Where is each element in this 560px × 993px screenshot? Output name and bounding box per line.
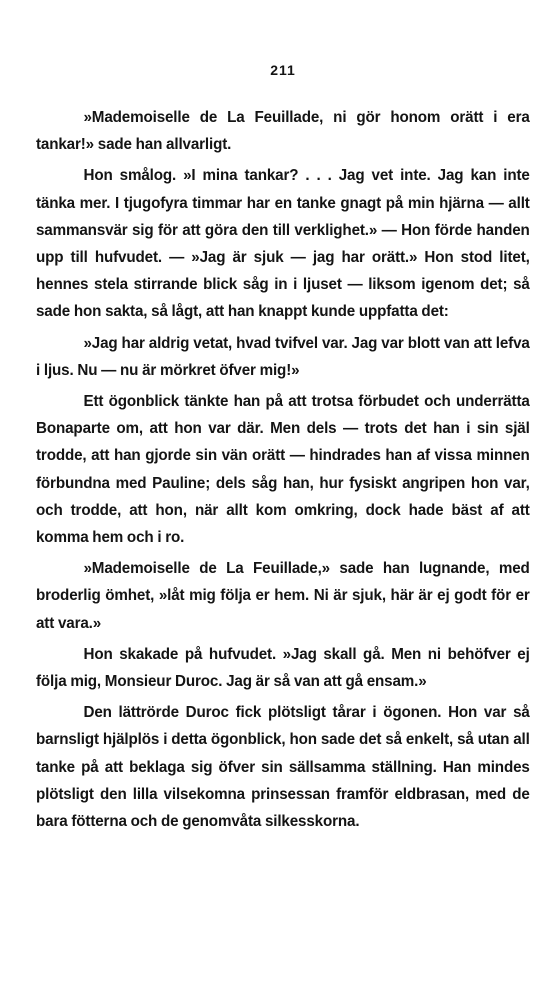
paragraph: Hon smålog. »I mina tankar? . . . Jag vet inte. Jag kan inte tänka mer. I tjugofyra timmar har en tanke gnagt på min hjärna — allt sammansvär sig för att göra den till verklighet.» — Hon förde handen upp till hufvudet. — »Jag är sjuk — jag har orätt.» Hon stod litet, hennes stela stirrande blick såg in i ljuset — liksom igenom det; så sade hon sakta, så lågt, att han knappt kunde uppfatta det: xyxy=(36,167,530,321)
paragraph: »Jag har aldrig vetat, hvad tvifvel var. Jag var blott van att lefva i ljus. Nu — nu är mörkret öfver mig!» xyxy=(36,334,530,379)
paragraph: Den lättrörde Duroc fick plötsligt tårar i ögonen. Hon var så barnsligt hjälplös i detta ögonblick, hon sade det så enkelt, så utan all tanke på att beklaga sig öfver sin sällsamma ställning. Han mindes plötsligt den lilla vilsekomna prinsessan framför eldbrasan, med de bara fötterna och de genomvåta silkesskorna. xyxy=(36,704,530,831)
page-number: 211 xyxy=(270,62,296,78)
paragraph: »Mademoiselle de La Feuillade,» sade han lugnande, med broderlig ömhet, »låt mig följa er hem. Ni är sjuk, här är ej godt för er att vara.» xyxy=(36,560,530,632)
paragraph: Ett ögonblick tänkte han på att trotsa förbudet och underrätta Bonaparte om, att hon var där. Men dels — trots det han i sin själ trodde, att han gjorde sin vän orätt — hindrades han af vissa minnen förbundna med Pauline; dels såg han, hur fysiskt angripen hon var, och trodde, att hon, när allt kom omkring, dock hade bäst af att komma hem och i ro. xyxy=(36,393,530,547)
paragraph: Hon skakade på hufvudet. »Jag skall gå. Men ni behöfver ej följa mig, Monsieur Duroc. Jag är så van att gå ensam.» xyxy=(36,645,530,691)
paragraph: »Mademoiselle de La Feuillade, ni gör honom orätt i era tankar!» sade han allvarligt. xyxy=(36,109,530,154)
text-body xyxy=(36,104,530,835)
